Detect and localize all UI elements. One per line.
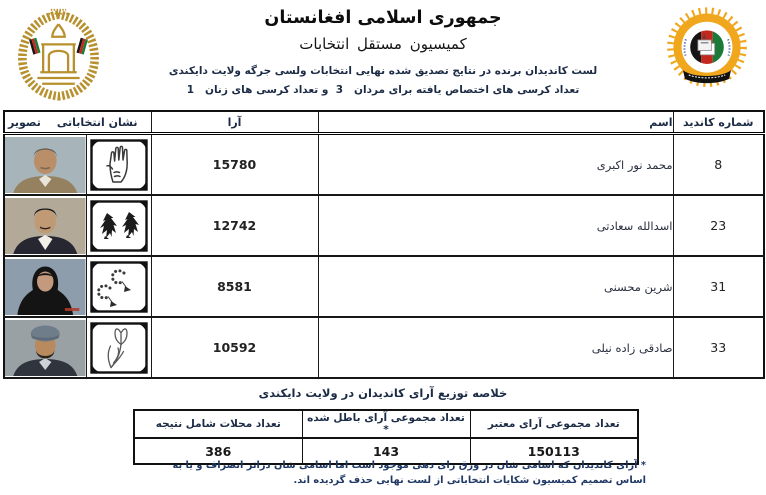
candidate-row	[4, 317, 764, 378]
candidate-votes: 10592	[151, 317, 318, 378]
invalidated-votes-value: 143	[302, 438, 470, 464]
col-header-candidate-number: شماره کاندید	[673, 111, 764, 134]
photo-cell	[4, 317, 86, 378]
candidate-number: 23	[673, 195, 764, 256]
tulip-flower-icon	[90, 322, 148, 374]
symbol-cell	[86, 317, 151, 378]
symbol-cell	[86, 256, 151, 317]
candidate-number: 33	[673, 317, 764, 378]
candidate-number: 31	[673, 256, 764, 317]
candidate-row	[4, 195, 764, 256]
candidate-name: اسدالله سعادتی	[318, 195, 673, 256]
candidate-votes: 12742	[151, 195, 318, 256]
prayer-beads-icon	[90, 261, 148, 313]
symbol-cell	[86, 134, 151, 196]
candidate-votes: 15780	[151, 134, 318, 196]
candidate-row	[4, 134, 764, 196]
woman-black-hijab-photo	[5, 259, 86, 315]
valid-votes-value: 150113	[470, 438, 638, 464]
man-black-hair-dark-suit-photo	[5, 198, 86, 254]
country-title: جمهوری اسلامی افغانستان	[264, 8, 502, 28]
list-subtitle: لست کاندیدان برنده در نتایج تصدیق شده نهایی انتخابات ولسی جرگه ولایت دایکندی	[168, 65, 598, 77]
photo-cell	[4, 195, 86, 256]
candidate-votes: 8581	[151, 256, 318, 317]
col-header-name: اسم	[318, 111, 673, 134]
two-eagles-icon	[90, 200, 148, 252]
commission-title: کمیسیون مستقل انتخابات	[299, 35, 467, 53]
man-turban-beard-photo	[5, 320, 86, 376]
open-hand-icon	[90, 139, 148, 191]
candidate-name: محمد نور اکبری	[318, 134, 673, 196]
man-gray-hair-tan-jacket-photo	[5, 137, 86, 193]
summary-table	[133, 409, 639, 465]
candidate-name: صادقی زاده نیلی	[318, 317, 673, 378]
summary-title: خلاصه توزیع آرای کاندیدان در ولایت دایکندی	[258, 386, 508, 400]
results-table-header-row	[4, 111, 764, 134]
stations-included-value: 386	[134, 438, 302, 464]
invalidated-votes-label: تعداد مجموعی آرای باطل شده *	[302, 410, 470, 438]
photo-cell	[4, 256, 86, 317]
results-table	[3, 110, 765, 379]
candidate-row	[4, 256, 764, 317]
photo-cell	[4, 134, 86, 196]
election-commission-logo-icon	[656, 3, 758, 99]
seats-subtitle: تعداد کرسی های اختصاص یافته برای مردان 3 و تعداد کرسی های زنان 1	[186, 84, 580, 96]
candidate-name: شرین محسنی	[318, 256, 673, 317]
col-header-votes: آرا	[151, 111, 318, 134]
valid-votes-label: تعداد مجموعی آرای معتبر	[470, 410, 638, 438]
symbol-cell	[86, 195, 151, 256]
candidate-number: 8	[673, 134, 764, 196]
footnote-text: * آرای کاندیدان که اسامی شان در ورق رای دهی موجود است اما اسامی شان دراثر انصراف و یا به اساس تصمیم کمیسیون شکایات انتخاباتی از لست نهایی حذف گردیده اند.	[172, 460, 646, 487]
stations-included-label: تعداد محلات شامل نتیجه	[134, 410, 302, 438]
afghanistan-emblem-icon	[10, 6, 107, 102]
photo-timestamp	[65, 308, 79, 311]
document-header	[120, 8, 646, 96]
summary-header-row	[134, 410, 638, 438]
col-header-photo: تصویر	[8, 115, 41, 129]
col-header-symbol: نشان انتخاباتی	[56, 115, 138, 129]
col-header-symbol-photo	[4, 111, 151, 134]
